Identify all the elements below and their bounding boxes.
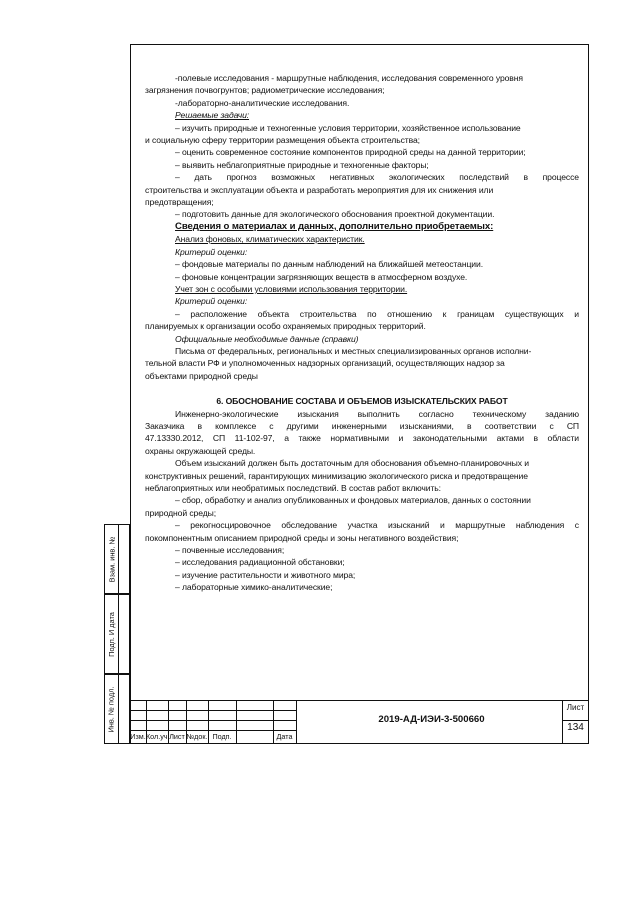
column-header: №док. [186, 732, 208, 741]
text-line: Заказчика в комплексе с другими инженерными изысканиями, в соответствии с СП [145, 420, 579, 431]
column-header: Дата [276, 732, 293, 741]
text-line: 47.13330.2012, СП 11-102-97, а также нормативными и законодательными актами в области [145, 433, 579, 444]
stamp-cell-signature [104, 594, 130, 674]
subheading: Официальные необходимые данные (справки) [175, 333, 359, 344]
title-block [130, 700, 589, 744]
subheading: Учет зон с особыми условиями использования территории. [175, 283, 408, 294]
list-item: – фоновые концентрации загрязняющих веществ в атмосферном воздухе. [175, 271, 468, 282]
text-line: покомпонентным описанием природной среды и зоны негативного воздействия; [145, 532, 459, 543]
text-line: Инженерно-экологические изыскания выполнить согласно техническому заданию [175, 408, 579, 419]
list-item: – расположение объекта строительства по отношению к границам существующих и [175, 308, 579, 319]
list-item: – изучить природные и техногенные условия территории, хозяйственное использование [175, 122, 521, 133]
stamp-cell-replacement [104, 524, 130, 594]
text-line: строительства и эксплуатации объекта и разработать мероприятия для их снижения или [145, 184, 494, 195]
left-stamp-column [104, 524, 130, 744]
list-item: – подготовить данные для экологического обоснования проектной документации. [175, 209, 495, 220]
document-body [145, 72, 579, 594]
stamp-label: Взам. инв. № [107, 536, 117, 582]
list-item: – сбор, обработку и анализ опубликованных и фондовых материалов, данных о состоянии [175, 495, 531, 506]
text-line: Письма от федеральных, региональных и местных специализированных органов исполни- [175, 345, 532, 356]
text-line: загрязнения почвогрунтов; радиометрические исследования; [145, 85, 385, 96]
list-item: – фондовые материалы по данным наблюдений на ближайшей метеостанции. [175, 259, 483, 270]
criterion-label: Критерий оценки: [175, 296, 248, 307]
list-item: – почвенные исследования; [175, 545, 285, 556]
text-line: тельной власти РФ и уполномоченных надзорных организаций, осуществляющих надзор за [145, 358, 505, 369]
list-item: – изучение растительности и животного мира; [175, 569, 356, 580]
section-heading: 6. ОБОСНОВАНИЕ СОСТАВА И ОБЪЕМОВ ИЗЫСКАТЕЛЬСКИХ РАБОТ [216, 396, 508, 407]
sheet-label: Лист [566, 703, 585, 712]
stamp-label: Подп. И дата [107, 611, 116, 657]
stamp-label: Инв. № подл. [107, 685, 117, 733]
column-header: Подп. [212, 732, 232, 741]
subheading: Анализ фоновых, климатических характеристик. [175, 234, 365, 245]
text-line: -лабораторно-аналитические исследования. [175, 97, 350, 108]
list-item: – рекогносцировочное обследование участка изысканий и маршрутные наблюдения с [175, 520, 579, 531]
text-line: -полевые исследования - маршрутные наблюдения, исследования современного уровня [175, 73, 523, 83]
document-code: 2019-АД-ИЭИ-3-500660 [378, 714, 485, 725]
subheading: Решаемые задачи: [175, 110, 250, 121]
column-header: Кол.уч. [146, 732, 170, 741]
list-item: – исследования радиационной обстановки; [175, 557, 345, 568]
criterion-label: Критерий оценки: [175, 246, 248, 257]
text-line: и социальную сферу территории размещения объекта строительства; [145, 135, 420, 146]
text-line: природной среды; [145, 507, 216, 518]
text-line: охраны окружающей среды. [145, 445, 256, 456]
list-item: – лабораторные химико-аналитические; [175, 582, 333, 593]
section-subheading: Сведения о материалах и данных, дополнительно приобретаемых: [175, 220, 494, 232]
text-line: планируемых к организации особо охраняемых природных территорий. [145, 321, 426, 332]
sheet-number: 134 [567, 722, 584, 733]
list-item: – дать прогноз возможных негативных экологических последствий в процессе [175, 172, 579, 183]
list-item: – выявить неблагоприятные природные и техногенные факторы; [175, 159, 429, 170]
column-header: Лист [169, 732, 185, 741]
stamp-cell-inventory [104, 674, 130, 744]
text-line: Объем изысканий должен быть достаточным для обоснования объемно-планировочных и [175, 458, 529, 469]
text-line: конструктивных решений, гарантирующих минимизацию экологического риска и предотвращение [145, 470, 528, 481]
text-line: предотвращения; [145, 197, 214, 208]
column-header: Изм. [130, 732, 146, 741]
text-line: неблагоприятных или необратимых последствий. В состав работ включить: [145, 483, 441, 493]
list-item: – оценить современное состояние компонентов природной среды на данной территории; [175, 147, 526, 158]
text-line: объектами природной среды [145, 370, 258, 381]
